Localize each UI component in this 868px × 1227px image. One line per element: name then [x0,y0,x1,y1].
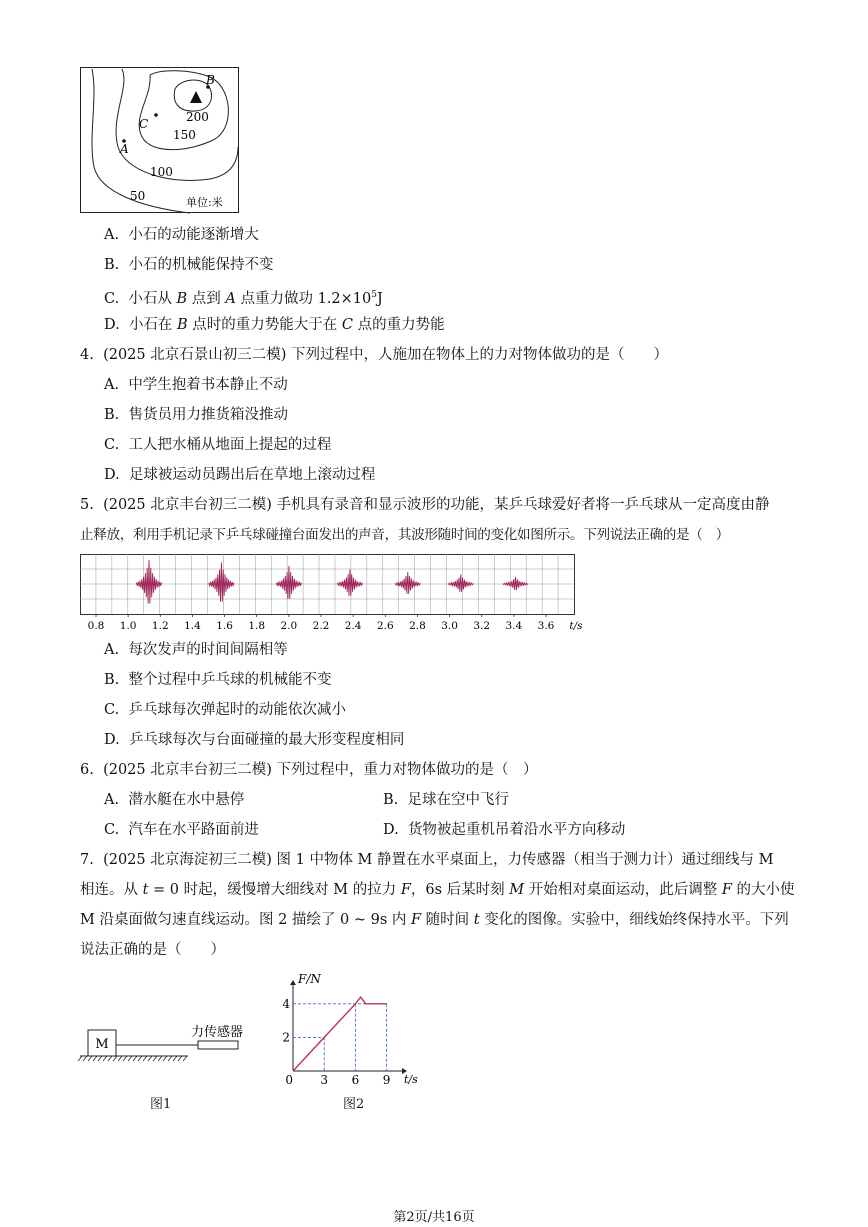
q5-option-a: A. 每次发声的时间间隔相等 [104,642,288,658]
q3-option-c: C. 小石从 B 点到 A 点重力做功 $1.2\times 10^5J$ [104,290,383,307]
q4-option-b: B. 售货员用力推货箱没推动 [104,407,288,423]
figure-2-caption: 图2 [343,1097,365,1112]
axis-tick-label: 2.6 [376,620,394,632]
force-series-line [293,997,387,1071]
axis-tick-label: 3.2 [473,620,491,632]
hatch-line [148,1056,152,1061]
q6-stem: 6. (2025 北京丰台初三二模) 下列过程中，重力对物体做功的是（ ） [80,762,538,778]
label-b: B [206,73,215,87]
hatch-line [173,1056,177,1061]
hatch-line [98,1056,102,1061]
hatch-line [143,1056,147,1061]
label-a: A [120,142,129,156]
q4-option-a: A. 中学生抱着书本静止不动 [104,377,288,393]
label-c: C [139,117,149,131]
y-axis-label: F/N [298,972,321,986]
label-200: 200 [186,110,209,124]
axis-tick-label: 2.2 [312,620,330,632]
q5-stem-line2: 止释放，利用手机记录下乒乓球碰撞台面发出的声音，其波形随时间的变化如图所示。下列说法正确的是（ ） [80,527,729,543]
label-50: 50 [130,189,146,203]
q5-option-b: B. 整个过程中乒乓球的机械能不变 [104,672,332,688]
hatch-line [78,1056,82,1061]
q4-option-c: C. 工人把水桶从地面上提起的过程 [104,437,332,453]
label-150: 150 [173,128,196,142]
figure-1-caption: 图1 [150,1097,172,1112]
q4-option-d: D. 足球被运动员踢出后在草地上滚动过程 [104,467,376,483]
force-sensor-label: 力传感器 [190,1025,244,1040]
q5-option-c: C. 乒乓球每次弹起时的动能依次减小 [104,702,346,718]
hatch-line [123,1056,127,1061]
force-sensor [198,1041,238,1049]
page-footer: 第2页/共16页 [393,1210,475,1225]
hatch-line [158,1056,162,1061]
y-axis-arrow-icon [290,980,296,985]
axis-tick-label: 2.8 [409,620,426,632]
q6-option-c: C. 汽车在水平路面前进 [104,822,259,838]
axis-tick-label: 2.0 [280,620,298,632]
axis-tick-label: 1.6 [216,620,233,632]
axis-tick-label: 1.8 [248,620,266,632]
y-tick-label: 2 [282,1030,290,1045]
q3-option-d: D. 小石在 B 点时的重力势能大于在 C 点的重力势能 [104,317,445,333]
hatch-line [163,1056,167,1061]
hatch-line [153,1056,157,1061]
q6-option-a: A. 潜水艇在水中悬停 [104,792,245,808]
q6-option-d: D. 货物被起重机吊着沿水平方向移动 [383,822,626,838]
hatch-line [118,1056,122,1061]
hatch-line [108,1056,112,1061]
hatch-line [83,1056,87,1061]
axis-tick-label: 1.4 [184,620,201,632]
x-tick-label: 3 [320,1073,329,1087]
contour-map [80,67,240,214]
axis-unit-label: t/s [569,620,583,632]
axis-tick-label: 3.0 [441,620,458,632]
block-m-label: M [95,1037,109,1052]
hatch-line [113,1056,117,1061]
axis-tick-label: 1.0 [119,620,137,632]
axis-tick-label: 3.4 [505,620,523,632]
axis-tick-label: 2.4 [344,620,362,632]
x-tick-label: 6 [351,1073,360,1087]
q5-stem-line1: 5. (2025 北京丰台初三二模) 手机具有录音和显示波形的功能，某乒乓球爱好者将一乒乓球从一定高度由静 [80,497,770,513]
hatch-line [133,1056,137,1061]
hatch-line [103,1056,107,1061]
x-tick-label: 0 [285,1073,293,1087]
q4-stem: 4. (2025 北京石景山初三二模) 下列过程中，人施加在物体上的力对物体做功的是（ ） [80,347,668,363]
q7-stem-line4: 说法正确的是（ ） [80,942,225,958]
q5-option-d: D. 乒乓球每次与台面碰撞的最大形变程度相同 [104,732,405,748]
q6-option-b: B. 足球在空中飞行 [383,792,509,808]
label-unit: 单位:米 [186,196,223,209]
table-hatching [78,1056,187,1061]
q3-option-b: B. 小石的机械能保持不变 [104,257,274,273]
hatch-line [128,1056,132,1061]
y-tick-label: 4 [282,996,290,1011]
hatch-line [178,1056,182,1061]
label-100: 100 [150,165,173,179]
hatch-line [93,1056,97,1061]
q7-stem-line2: 相连。从 t = 0 时起，缓慢增大细线对 M 的拉力 F，6s 后某时刻 M 开始相对桌面运动，此后调整 F 的大小使 [80,882,795,898]
figure-2-chart [278,966,428,1091]
axis-tick-label: 0.8 [87,620,105,632]
point-c [154,113,158,117]
hatch-line [183,1056,187,1061]
x-tick-label: 9 [382,1073,391,1087]
figure-1 [76,1010,256,1070]
hatch-line [138,1056,142,1061]
hatch-line [88,1056,92,1061]
axis-tick-label: 1.2 [151,620,169,632]
q3-option-a: A. 小石的动能逐渐增大 [104,227,259,243]
hatch-line [168,1056,172,1061]
q7-stem-line3: M 沿桌面做匀速直线运动。图 2 描绘了 0 ~ 9s 内 F 随时间 t 变化的图像。实验中，细线始终保持水平。下列 [80,912,789,928]
q7-stem-line1: 7. (2025 北京海淀初三二模) 图 1 中物体 M 静置在水平桌面上，力传感器（相当于测力计）通过细线与 M [80,852,774,868]
x-axis-label: t/s [404,1073,418,1086]
axis-tick-label: 3.6 [537,620,555,632]
waveform-chart [80,554,590,632]
